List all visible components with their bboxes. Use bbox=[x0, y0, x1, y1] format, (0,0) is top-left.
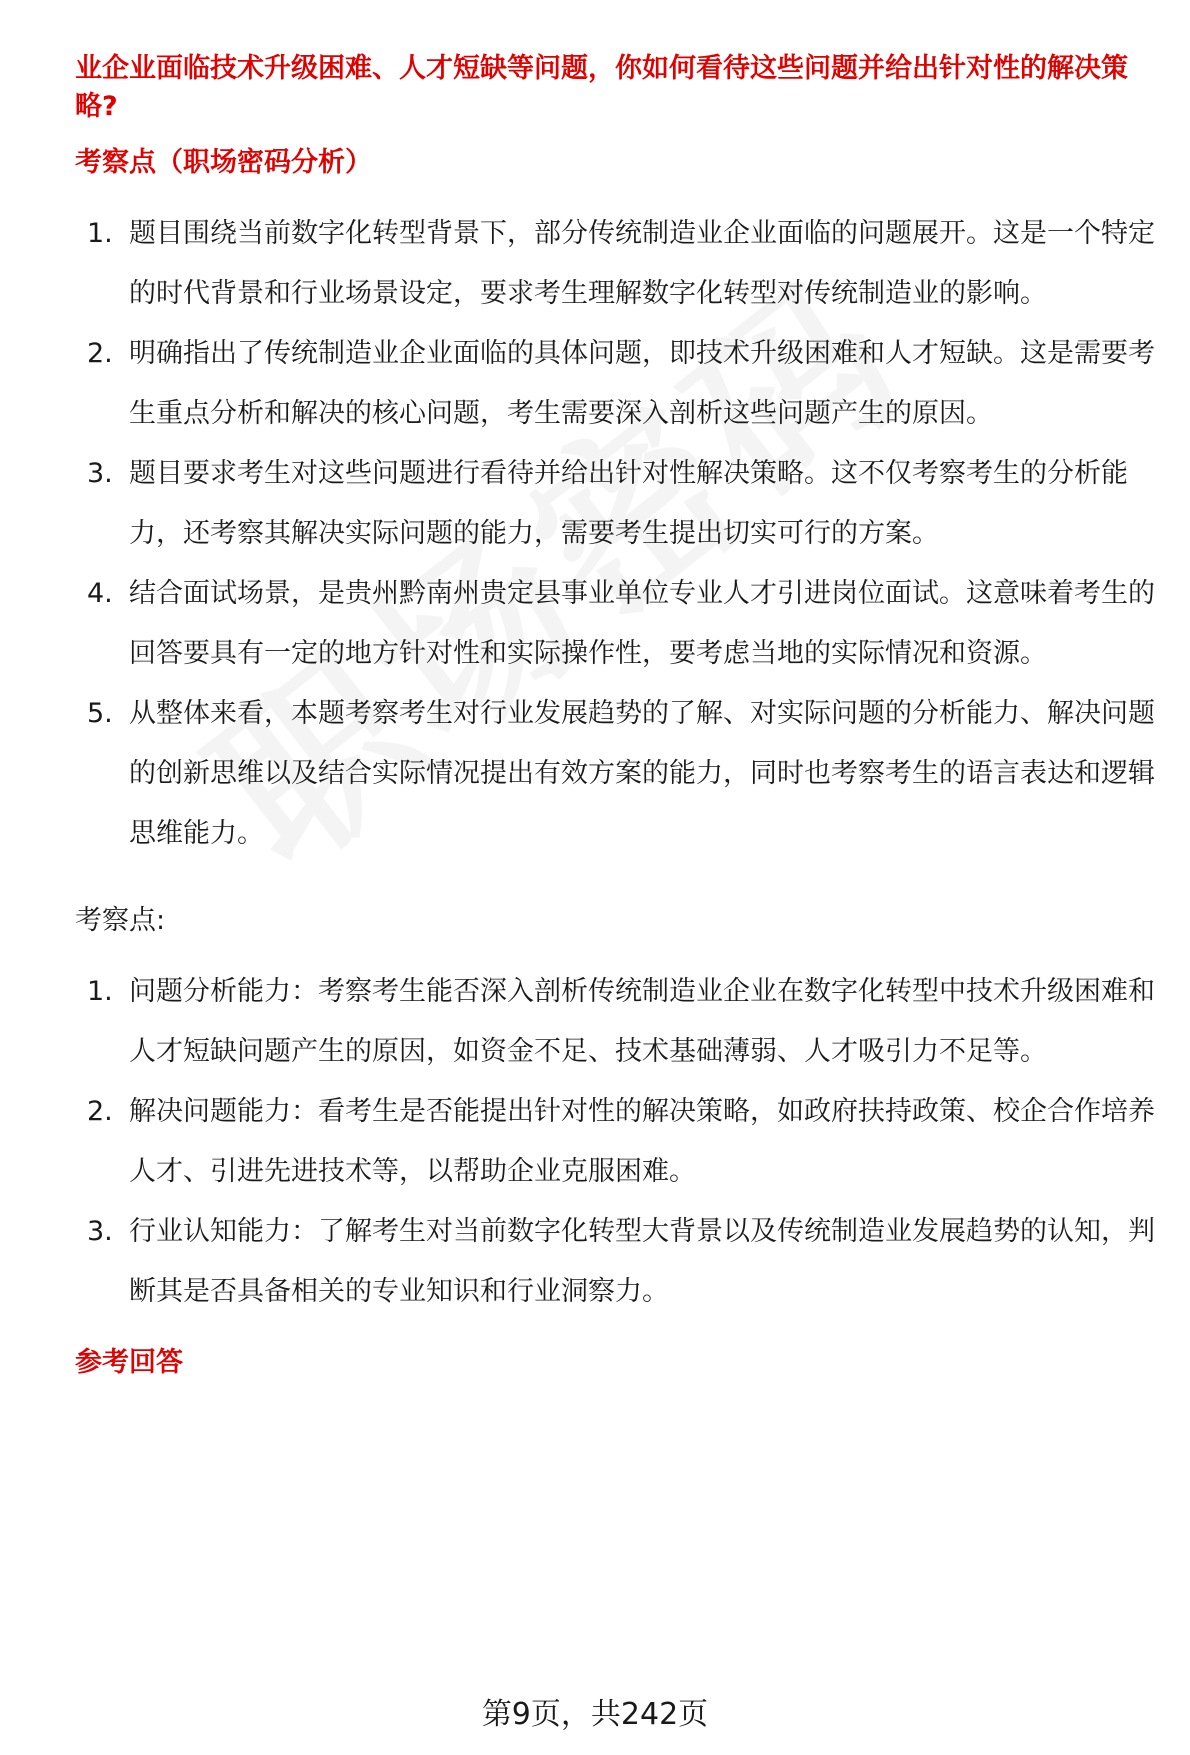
list-item-number: 2. bbox=[87, 1096, 113, 1127]
list-item bbox=[75, 564, 1160, 684]
question-text: 业企业面临技术升级困难、人才短缺等问题，你如何看待这些问题并给出针对性的解决策略? bbox=[75, 53, 1128, 122]
list-item-number: 4. bbox=[87, 578, 113, 609]
list-item bbox=[75, 324, 1160, 444]
list-item bbox=[75, 1202, 1160, 1322]
list-item-text: 结合面试场景，是贵州黔南州贵定县事业单位专业人才引进岗位面试。这意味着考生的回答要具有一定的地方针对性和实际操作性，要考虑当地的实际情况和资源。 bbox=[129, 578, 1155, 669]
analysis-section-title: 考察点（职场密码分析） bbox=[75, 147, 372, 178]
list-item-text: 从整体来看，本题考察考生对行业发展趋势的了解、对实际问题的分析能力、解决问题的创新思维以及结合实际情况提出有效方案的能力，同时也考察考生的语言表达和逻辑思维能力。 bbox=[129, 698, 1155, 849]
list-item bbox=[75, 204, 1160, 324]
list-item bbox=[75, 444, 1160, 564]
list-item-text: 题目围绕当前数字化转型背景下，部分传统制造业企业面临的问题展开。这是一个特定的时代背景和行业场景设定，要求考生理解数字化转型对传统制造业的影响。 bbox=[129, 218, 1155, 309]
page-number: 第9页，共242页 bbox=[481, 1697, 709, 1732]
list-item-number: 2. bbox=[87, 338, 113, 369]
reference-answer-title: 参考回答 bbox=[75, 1347, 183, 1378]
list-item bbox=[75, 962, 1160, 1082]
list-item-number: 3. bbox=[87, 458, 113, 489]
key-points-list bbox=[75, 962, 1160, 1322]
list-item-number: 3. bbox=[87, 1216, 113, 1247]
list-item-number: 1. bbox=[87, 976, 113, 1007]
list-item-text: 解决问题能力：看考生是否能提出针对性的解决策略，如政府扶持政策、校企合作培养人才、引进先进技术等，以帮助企业克服困难。 bbox=[129, 1096, 1155, 1187]
list-item-text: 题目要求考生对这些问题进行看待并给出针对性解决策略。这不仅考察考生的分析能力，还考察其解决实际问题的能力，需要考生提出切实可行的方案。 bbox=[129, 458, 1128, 549]
key-points-heading: 考察点: bbox=[75, 905, 166, 936]
list-item-number: 1. bbox=[87, 218, 113, 249]
list-item-text: 明确指出了传统制造业企业面临的具体问题，即技术升级困难和人才短缺。这是需要考生重点分析和解决的核心问题，考生需要深入剖析这些问题产生的原因。 bbox=[129, 338, 1155, 429]
list-item bbox=[75, 1082, 1160, 1202]
list-item bbox=[75, 684, 1160, 864]
document-body bbox=[75, 50, 1160, 1382]
list-item-text: 行业认知能力：了解考生对当前数字化转型大背景以及传统制造业发展趋势的认知，判断其是否具备相关的专业知识和行业洞察力。 bbox=[129, 1216, 1155, 1307]
list-item-number: 5. bbox=[87, 698, 113, 729]
analysis-list bbox=[75, 204, 1160, 864]
list-item-text: 问题分析能力：考察考生能否深入剖析传统制造业企业在数字化转型中技术升级困难和人才短缺问题产生的原因，如资金不足、技术基础薄弱、人才吸引力不足等。 bbox=[129, 976, 1155, 1067]
